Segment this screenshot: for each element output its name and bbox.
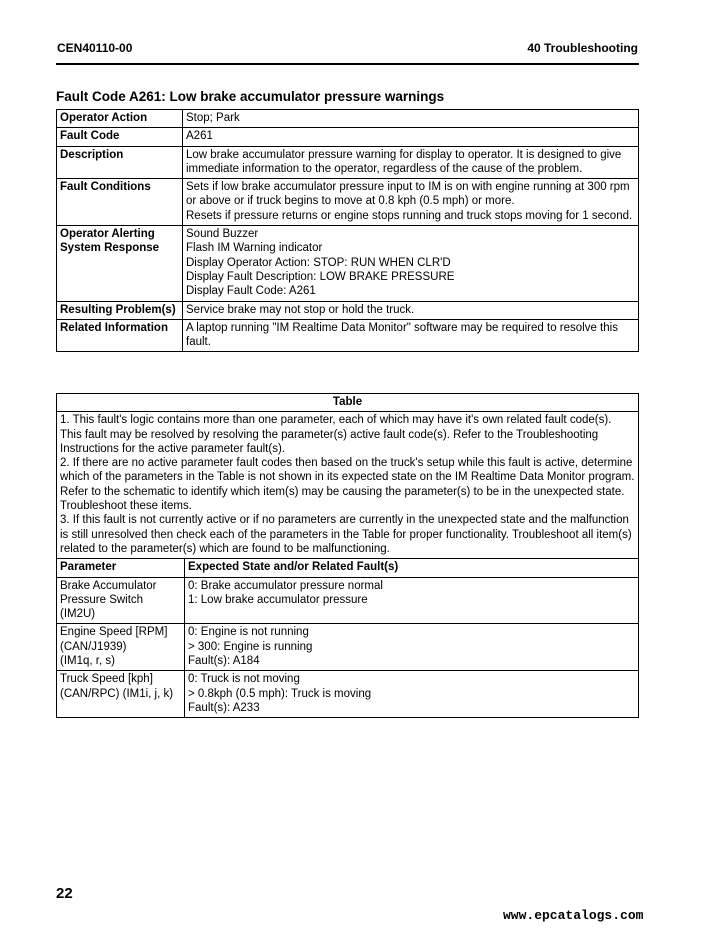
expected-cell [185,624,639,671]
table-notes [57,412,639,559]
section-title: Fault Code A261: Low brake accumulator pressure warnings [56,89,445,104]
table-row [57,110,639,128]
parameter-line: (IM2U) [60,608,96,621]
parameter-line: (CAN/RPC) (IM1i, j, k) [60,687,174,700]
alert-line: Display Fault Code: A261 [186,285,316,298]
header-doc-code: CEN40110-00 [57,41,133,55]
expected-line: Fault(s): A233 [188,701,260,714]
alert-line: Flash IM Warning indicator [186,242,323,255]
row-value: A261 [183,128,639,146]
parameter-cell [57,577,185,624]
column-header-row [57,559,639,577]
row-label: Fault Code [57,128,183,146]
table-row [57,671,639,718]
parameter-line: Engine Speed [RPM] [60,626,168,639]
expected-line: 0: Truck is not moving [188,673,300,686]
row-value: Stop; Park [183,110,639,128]
parameter-line: (CAN/J1939) [60,640,127,653]
header-section-title: 40 Troubleshooting [527,41,638,55]
table-row [57,128,639,146]
row-value: Low brake accumulator pressure warning for display to operator. It is designed to give immediate information to the operator, regardless of the cause of the problem. [183,146,639,179]
parameter-table [56,393,639,718]
alert-line: Display Operator Action: STOP: RUN WHEN CLR'D [186,256,451,269]
row-value: A laptop running "IM Realtime Data Monitor" software may be required to resolve this fault. [183,319,639,352]
watermark-url: www.epcatalogs.com [503,908,644,923]
column-header-parameter: Parameter [57,559,185,577]
table-row [57,624,639,671]
parameter-cell [57,671,185,718]
expected-line: 1: Low brake accumulator pressure [188,593,368,606]
row-label: Operator Alerting System Response [57,226,183,301]
row-value: Service brake may not stop or hold the truck. [183,301,639,319]
row-label: Related Information [57,319,183,352]
alert-line: Display Fault Description: LOW BRAKE PRESSURE [186,270,455,283]
parameter-cell [57,624,185,671]
parameter-line: Truck Speed [kph] [60,673,153,686]
expected-line: 0: Brake accumulator pressure normal [188,579,383,592]
row-value [183,226,639,301]
parameter-line: Brake Accumulator [60,579,157,592]
table-row [57,146,639,179]
expected-line: 0: Engine is not running [188,626,309,639]
table-heading: Table [57,394,639,412]
note-item: 1. This fault's logic contains more than one parameter, each of which may have it's own related fault code(s). This fault may be resolved by resolving the parameter(s) active fault code(s). Refer to the Troubleshooting Instructions for the active parameter fault(s). [60,414,612,455]
fault-reset-condition: Resets if pressure returns or engine stops running and truck stops moving for 1 second. [186,209,633,222]
table-row [57,226,639,301]
note-item: 2. If there are no active parameter fault codes then based on the truck's setup while this fault is active, determine which of the parameters in the Table is not shown in its expected state on the IM Realtime Data Monitor program. Refer to the schematic to identify which item(s) may be causing the parameter(s) to be in the unexpected state. Troubleshoot these items. [60,457,635,513]
note-item: 3. If this fault is not currently active or if no parameters are currently in the unexpected state and the malfunction is still unresolved then check each of the parameters in the Table for proper functionality. Troubleshoot all item(s) related to the parameter(s) which are found to be malfunctioning. [60,514,632,555]
row-label: Operator Action [57,110,183,128]
alert-line: Sound Buzzer [186,228,259,241]
table-row [57,301,639,319]
fault-code-table [56,109,639,352]
expected-line: > 0.8kph (0.5 mph): Truck is moving [188,687,372,700]
row-label: Resulting Problem(s) [57,301,183,319]
table-heading-row [57,394,639,412]
page-number: 22 [56,885,73,902]
expected-line: > 300: Engine is running [188,640,313,653]
table-row [57,319,639,352]
table-row [57,179,639,226]
parameter-line: (IM1q, r, s) [60,655,115,668]
row-value [183,179,639,226]
row-label: Description [57,146,183,179]
expected-line: Fault(s): A184 [188,655,260,668]
header-divider [56,63,639,65]
expected-cell [185,577,639,624]
table-row [57,577,639,624]
expected-cell [185,671,639,718]
column-header-expected: Expected State and/or Related Fault(s) [185,559,639,577]
notes-row [57,412,639,559]
fault-set-condition: Sets if low brake accumulator pressure input to IM is on with engine running at 300 rpm or above or if truck begins to move at 0.8 kph (0.5 mph) or more. [186,181,630,208]
parameter-line: Pressure Switch [60,593,144,606]
row-label: Fault Conditions [57,179,183,226]
